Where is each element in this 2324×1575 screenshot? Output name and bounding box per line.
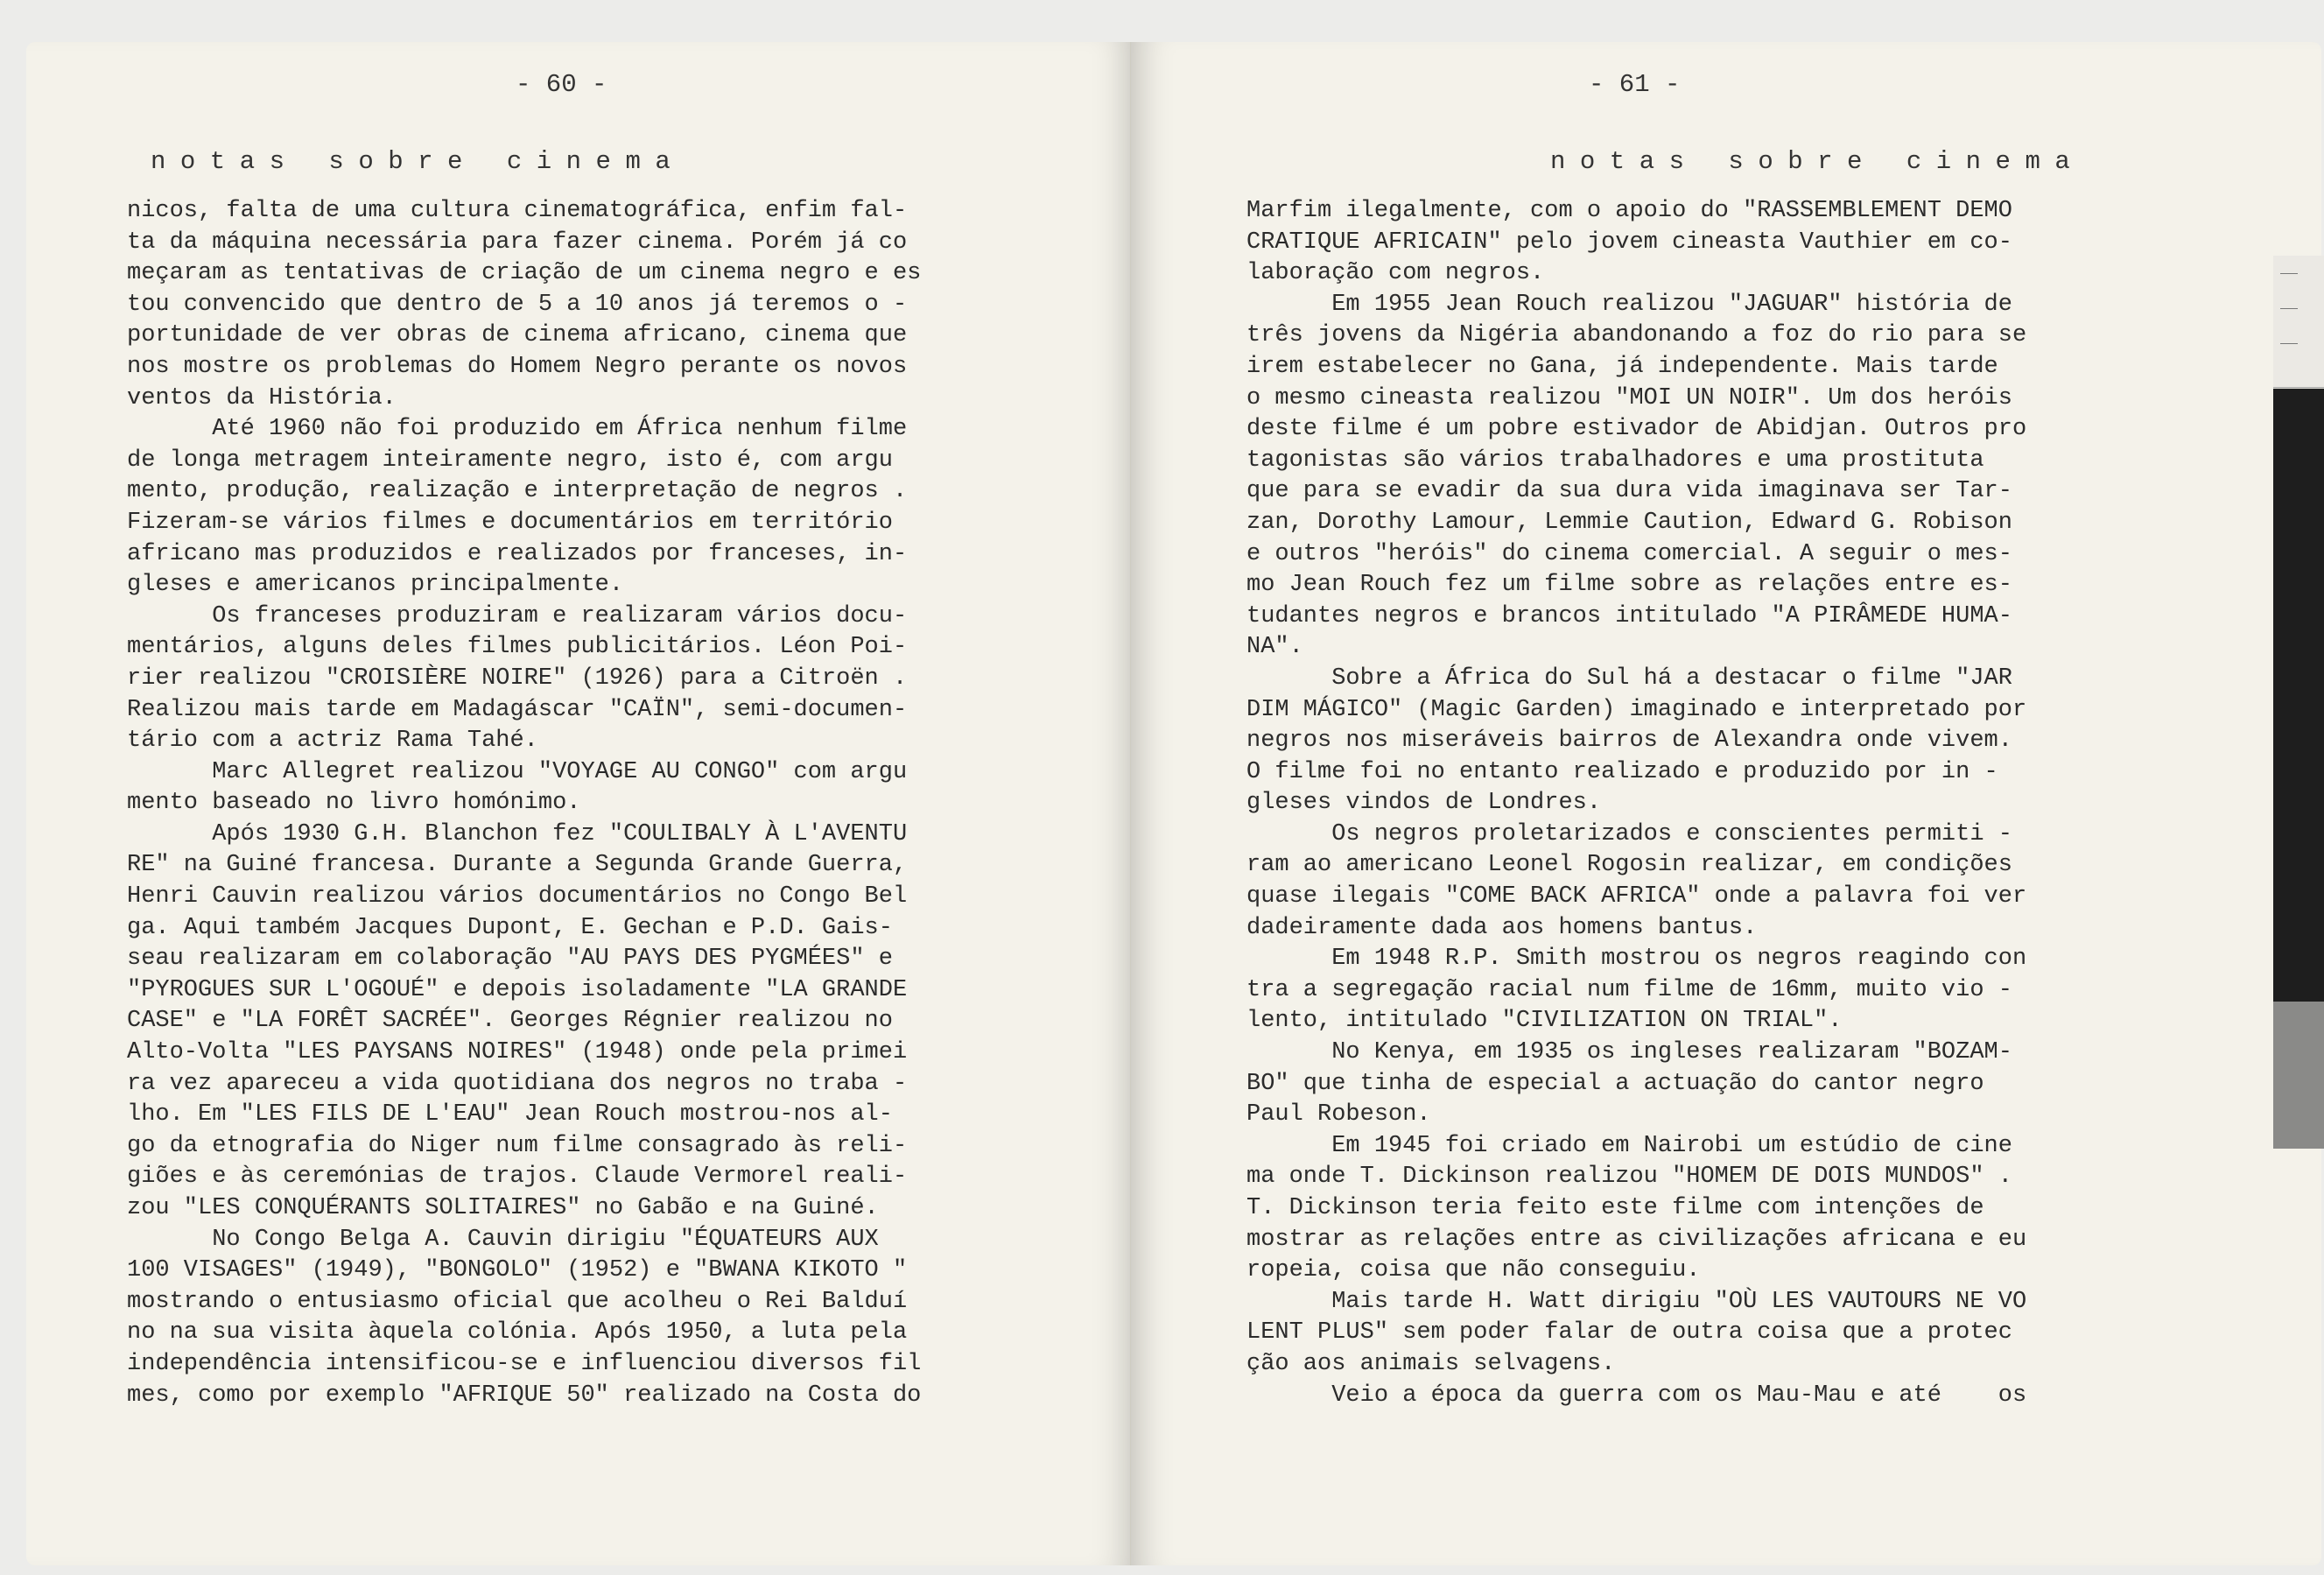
text-line: gleses e americanos principalmente. [127, 572, 624, 599]
text-line: Após 1930 G.H. Blanchon fez "COULIBALY À L'AVENTU [127, 820, 908, 847]
text-line: Marfim ilegalmente, com o apoio do "RASSEMBLEMENT DEMO [1246, 198, 2012, 224]
text-line: Em 1945 foi criado em Nairobi um estúdio de cine [1246, 1132, 2012, 1159]
text-line: No Congo Belga A. Cauvin dirigiu "ÉQUATEURS AUX [127, 1226, 879, 1253]
text-line: Veio a época da guerra com os Mau-Mau e até os [1246, 1382, 2027, 1409]
text-line: ga. Aqui também Jacques Dupont, E. Gechan e P.D. Gais- [127, 914, 893, 941]
text-line: mentários, alguns deles filmes publicitários. Léon Poi- [127, 634, 908, 661]
text-line: mento, produção, realização e interpretação de negros . [127, 478, 908, 505]
text-line: 100 VISAGES" (1949), "BONGOLO" (1952) e "BWANA KIKOTO " [127, 1257, 908, 1284]
text-line: Sobre a África do Sul há a destacar o filme "JAR [1246, 664, 2012, 692]
text-line: ma onde T. Dickinson realizou "HOMEM DE DOIS MUNDOS" . [1246, 1164, 2012, 1191]
text-line: três jovens da Nigéria abandonando a foz do rio para se [1246, 322, 2027, 349]
color-calibration-strip [2273, 256, 2324, 1149]
text-line: rier realizou "CROISIÈRE NOIRE" (1926) para a Citroën . [127, 664, 908, 692]
text-line: seau realizaram em colaboração "AU PAYS DES PYGMÉES" e [127, 946, 893, 973]
text-line: mo Jean Rouch fez um filme sobre as relações entre es- [1246, 572, 2012, 599]
text-line: CASE" e "LA FORÊT SACRÉE". Georges Régnier realizou no [127, 1008, 893, 1035]
text-line: LENT PLUS" sem poder falar de outra coisa que a protec [1246, 1319, 2012, 1346]
page-number: - 60 - [516, 70, 607, 99]
text-line: mento baseado no livro homónimo. [127, 790, 581, 817]
text-line: Paul Robeson. [1246, 1101, 1431, 1129]
text-line: Até 1960 não foi produzido em África nenhum filme [127, 416, 908, 443]
text-line: ram ao americano Leonel Rogosin realizar, em condições [1246, 852, 2012, 879]
left-page-text [127, 196, 921, 1411]
text-line: dadeiramente dada aos homens bantus. [1246, 914, 1758, 941]
text-line: RE" na Guiné francesa. Durante a Segunda Grande Guerra, [127, 852, 908, 879]
text-line: Marc Allegret realizou "VOYAGE AU CONGO" com argu [127, 758, 908, 785]
running-header: notas sobre cinema [1550, 147, 2085, 176]
ruler-tick [2280, 308, 2298, 309]
text-line: tra a segregação racial num filme de 16mm, muito vio - [1246, 976, 2012, 1003]
text-line: ção aos animais selvagens. [1246, 1350, 1616, 1377]
text-line: mostrando o entusiasmo oficial que acolheu o Rei Balduí [127, 1288, 908, 1315]
right-page-text [1246, 196, 2026, 1411]
text-line: ra vez apareceu a vida quotidiana dos negros no traba - [127, 1070, 908, 1097]
text-line: Realizou mais tarde em Madagáscar "CAÏN", semi-documen- [127, 696, 908, 723]
text-line: de longa metragem inteiramente negro, isto é, com argu [127, 446, 893, 474]
text-line: tudantes negros e brancos intitulado "A PIRÂMEDE HUMA- [1246, 602, 2012, 629]
text-line: ta da máquina necessária para fazer cinema. Porém já co [127, 229, 908, 256]
text-line: laboração com negros. [1246, 260, 1545, 287]
text-line: quase ilegais "COME BACK AFRICA" onde a palavra foi ver [1246, 883, 2027, 911]
text-line: e outros "heróis" do cinema comercial. A seguir o mes- [1246, 540, 2012, 567]
text-line: Em 1948 R.P. Smith mostrou os negros reagindo con [1246, 946, 2027, 973]
text-line: O filme foi no entanto realizado e produzido por in - [1246, 758, 1998, 785]
text-line: lento, intitulado "CIVILIZATION ON TRIAL". [1246, 1008, 1843, 1035]
text-line: giões e às ceremónias de trajos. Claude Vermorel reali- [127, 1164, 908, 1191]
text-line: deste filme é um pobre estivador de Abidjan. Outros pro [1246, 416, 2027, 443]
text-line: NA". [1246, 634, 1303, 661]
running-header: notas sobre cinema [151, 147, 685, 176]
text-line: tagonistas são vários trabalhadores e uma prostituta [1246, 446, 1984, 474]
text-line: tário com a actriz Rama Tahé. [127, 728, 538, 755]
text-line: Os franceses produziram e realizaram vários docu- [127, 602, 908, 629]
text-line: CRATIQUE AFRICAIN" pelo jovem cineasta Vauthier em co- [1246, 229, 2012, 256]
text-line: "PYROGUES SUR L'OGOUÉ" e depois isoladamente "LA GRANDE [127, 976, 908, 1003]
text-line: Henri Cauvin realizou vários documentários no Congo Bel [127, 883, 908, 911]
text-line: DIM MÁGICO" (Magic Garden) imaginado e interpretado por [1246, 696, 2027, 723]
text-line: nicos, falta de uma cultura cinematográfica, enfim fal- [127, 198, 908, 224]
text-line: que para se evadir da sua dura vida imaginava ser Tar- [1246, 478, 2012, 505]
text-line: africano mas produzidos e realizados por franceses, in- [127, 540, 908, 567]
text-line: zan, Dorothy Lamour, Lemmie Caution, Edward G. Robison [1246, 509, 2012, 536]
text-line: independência intensificou-se e influenciou diversos fil [127, 1350, 922, 1377]
text-line: Os negros proletarizados e conscientes permiti - [1246, 820, 2012, 847]
grey-patch [2273, 1002, 2324, 1149]
text-line: go da etnografia do Niger num filme consagrado às reli- [127, 1132, 908, 1159]
text-line: Em 1955 Jean Rouch realizou "JAGUAR" história de [1246, 291, 2012, 318]
text-line: ropeia, coisa que não conseguiu. [1246, 1257, 1701, 1284]
ruler-tick [2280, 273, 2298, 274]
black-patch [2273, 389, 2324, 1002]
text-line: Fizeram-se vários filmes e documentários em território [127, 509, 893, 536]
text-line: Mais tarde H. Watt dirigiu "OÙ LES VAUTOURS NE VO [1246, 1288, 2027, 1315]
text-line: meçaram as tentativas de criação de um cinema negro e es [127, 260, 922, 287]
text-line: o mesmo cineasta realizou "MOI UN NOIR". Um dos heróis [1246, 384, 2012, 411]
text-line: no na sua visita àquela colónia. Após 1950, a luta pela [127, 1319, 908, 1346]
text-line: nos mostre os problemas do Homem Negro perante os novos [127, 353, 908, 380]
text-line: mostrar as relações entre as civilizações africana e eu [1246, 1226, 2027, 1253]
ruler-scale [2273, 256, 2324, 388]
text-line: ventos da História. [127, 384, 397, 411]
ruler-tick [2280, 343, 2298, 344]
text-line: irem estabelecer no Gana, já independente. Mais tarde [1246, 353, 1998, 380]
text-line: T. Dickinson teria feito este filme com intenções de [1246, 1195, 1984, 1221]
text-line: tou convencido que dentro de 5 a 10 anos já teremos o - [127, 291, 908, 318]
text-line: gleses vindos de Londres. [1246, 790, 1602, 817]
text-line: No Kenya, em 1935 os ingleses realizaram "BOZAM- [1246, 1039, 2012, 1066]
text-line: lho. Em "LES FILS DE L'EAU" Jean Rouch mostrou-nos al- [127, 1101, 893, 1129]
text-line: negros nos miseráveis bairros de Alexandra onde vivem. [1246, 728, 2012, 755]
text-line: zou "LES CONQUÉRANTS SOLITAIRES" no Gabão e na Guiné. [127, 1195, 879, 1221]
text-line: portunidade de ver obras de cinema africano, cinema que [127, 322, 908, 349]
text-line: Alto-Volta "LES PAYSANS NOIRES" (1948) onde pela primei [127, 1039, 908, 1066]
page-number: - 61 - [1589, 70, 1681, 99]
text-line: BO" que tinha de especial a actuação do cantor negro [1246, 1070, 1984, 1097]
text-line: mes, como por exemplo "AFRIQUE 50" realizado na Costa do [127, 1382, 922, 1409]
